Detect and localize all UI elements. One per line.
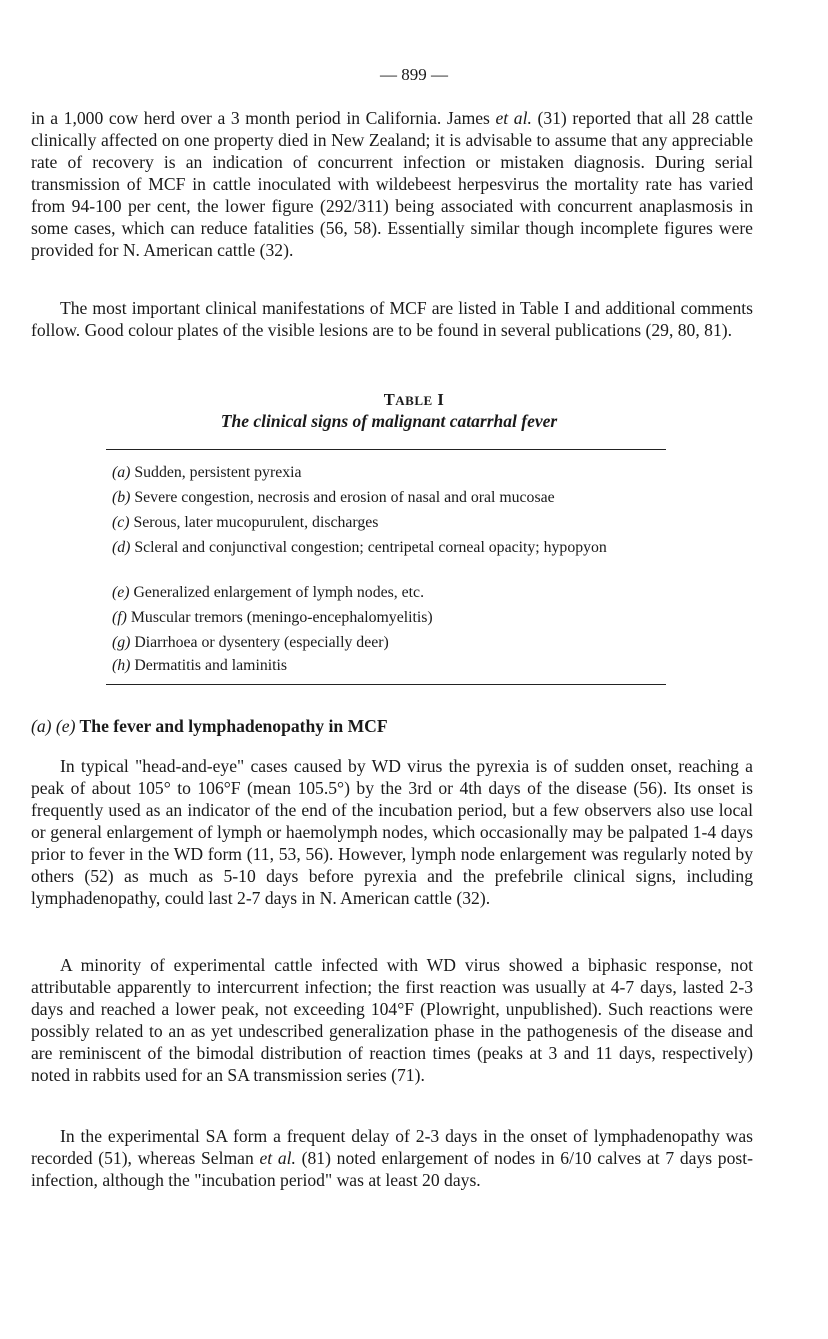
section-heading [31, 716, 388, 737]
table-bottom-rule [106, 684, 666, 685]
paragraph-sa-form: In the experimental SA form a frequent delay of 2-3 days in the onset of lymphadenopathy was recorded (51), whereas Selman et al. (81) noted enlargement of nodes in 6/10 calves at 7 days post-infection, although the "incubation period" was at least 20 days. [31, 1126, 753, 1190]
table-caption: The clinical signs of malignant catarrhal fever [220, 411, 558, 431]
paragraph-mortality: in a 1,000 cow herd over a 3 month period in California. James et al. (31) reported that all 28 cattle clinically affected on one property died in New Zealand; it is advisable to assume that any appreciable rate of recovery is an indication of concurrent infection or mistaken diagnosis. During serial transmission of MCF in cattle inoculated with wildebeest herpesvirus the mortality rate has varied from 94-100 per cent, the lower figure (292/311) being associated with concurrent anaplasmosis in some cases, which can reduce fatalities (56, 58). Essentially similar though incomplete figures were provided for N. American cattle (32). [31, 108, 753, 260]
table-top-rule [106, 449, 666, 450]
paragraph-biphasic-response: A minority of experimental cattle infected with WD virus showed a biphasic response, not attributable apparently to intercurrent infection; the first reaction was usually at 4-7 days, lasted 2-3 days and reached a lower peak, not exceeding 104°F (Plowright, unpublished). Such reactions were possibly related to an as yet undescribed generalization phase in the pathogenesis of the disease and are reminiscent of the bimodal distribution of reaction times (peaks at 3 and 11 days, respectively) noted in rabbits used for an SA transmission series (71). [31, 955, 753, 1085]
section-heading-label: (a) (e) [31, 716, 76, 736]
paragraph-clinical-manifestations: The most important clinical manifestations of MCF are listed in Table I and additional comments follow. Good colour plates of the visible lesions are to be found in several publications (29, 80, 81). [31, 298, 753, 340]
table-number: I [437, 390, 445, 409]
table-item: (g) Diarrhoea or dysentery (especially deer) [112, 634, 389, 651]
table-item: (c) Serous, later mucopurulent, discharges [112, 514, 379, 531]
table-label-word: ABLE [395, 393, 433, 408]
page-number: — 899 — [380, 65, 448, 84]
table-item: (d) Scleral and conjunctival congestion; centripetal corneal opacity; hypopyon [112, 539, 607, 556]
paragraph-fever-onset: In typical "head-and-eye" cases caused by WD virus the pyrexia is of sudden onset, reaching a peak of about 105° to 106°F (mean 105.5°) by the 3rd or 4th days of the disease (56). Its onset is frequently used as an indicator of the end of the incubation period, but a few observers also use local or general enlargement of lymph or haemolymph nodes, which occasionally may be palpated 1-4 days prior to fever in the WD form (11, 53, 56). However, lymph node enlargement was regularly noted by others (52) as much as 5-10 days before pyrexia and the prefebrile clinical signs, including lymphadenopathy, could last 2-7 days in N. American cattle (32). [31, 756, 753, 908]
table-item: (e) Generalized enlargement of lymph nodes, etc. [112, 584, 425, 601]
table-label: TABLE I [383, 390, 445, 409]
table-item: (h) Dermatitis and laminitis [112, 657, 288, 674]
table-item: (b) Severe congestion, necrosis and erosion of nasal and oral mucosae [112, 489, 555, 506]
table-item: (f) Muscular tremors (meningo-encephalomyelitis) [112, 609, 433, 626]
section-heading-title: The fever and lymphadenopathy in MCF [79, 716, 388, 736]
table-item: (a) Sudden, persistent pyrexia [112, 464, 302, 481]
